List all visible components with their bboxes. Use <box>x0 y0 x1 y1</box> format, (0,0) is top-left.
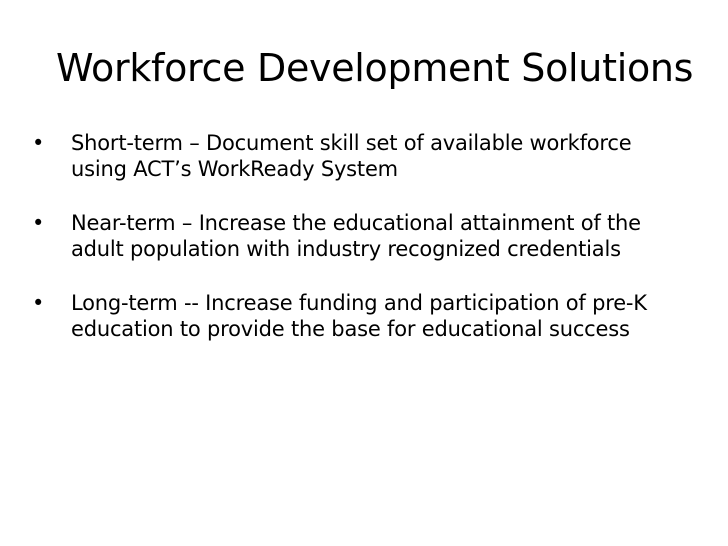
bullet-dot-icon: • <box>32 211 45 235</box>
bullet-text: Short-term – Document skill set of available workforce using ACT’s WorkReady System <box>71 131 632 181</box>
slide-title: Workforce Development Solutions <box>56 46 694 90</box>
bullet-text: Near-term – Increase the educational attainment of the adult population with industry recognized credentials <box>71 211 641 261</box>
bullet-item-short-term <box>32 130 692 182</box>
bullet-text: Long-term -- Increase funding and participation of pre-K education to provide the base for educational success <box>71 291 647 341</box>
bullet-dot-icon: • <box>32 291 45 315</box>
bullet-item-near-term <box>32 210 692 262</box>
bullet-item-long-term <box>32 290 692 342</box>
bullet-dot-icon: • <box>32 131 45 155</box>
bullet-list <box>32 130 692 370</box>
